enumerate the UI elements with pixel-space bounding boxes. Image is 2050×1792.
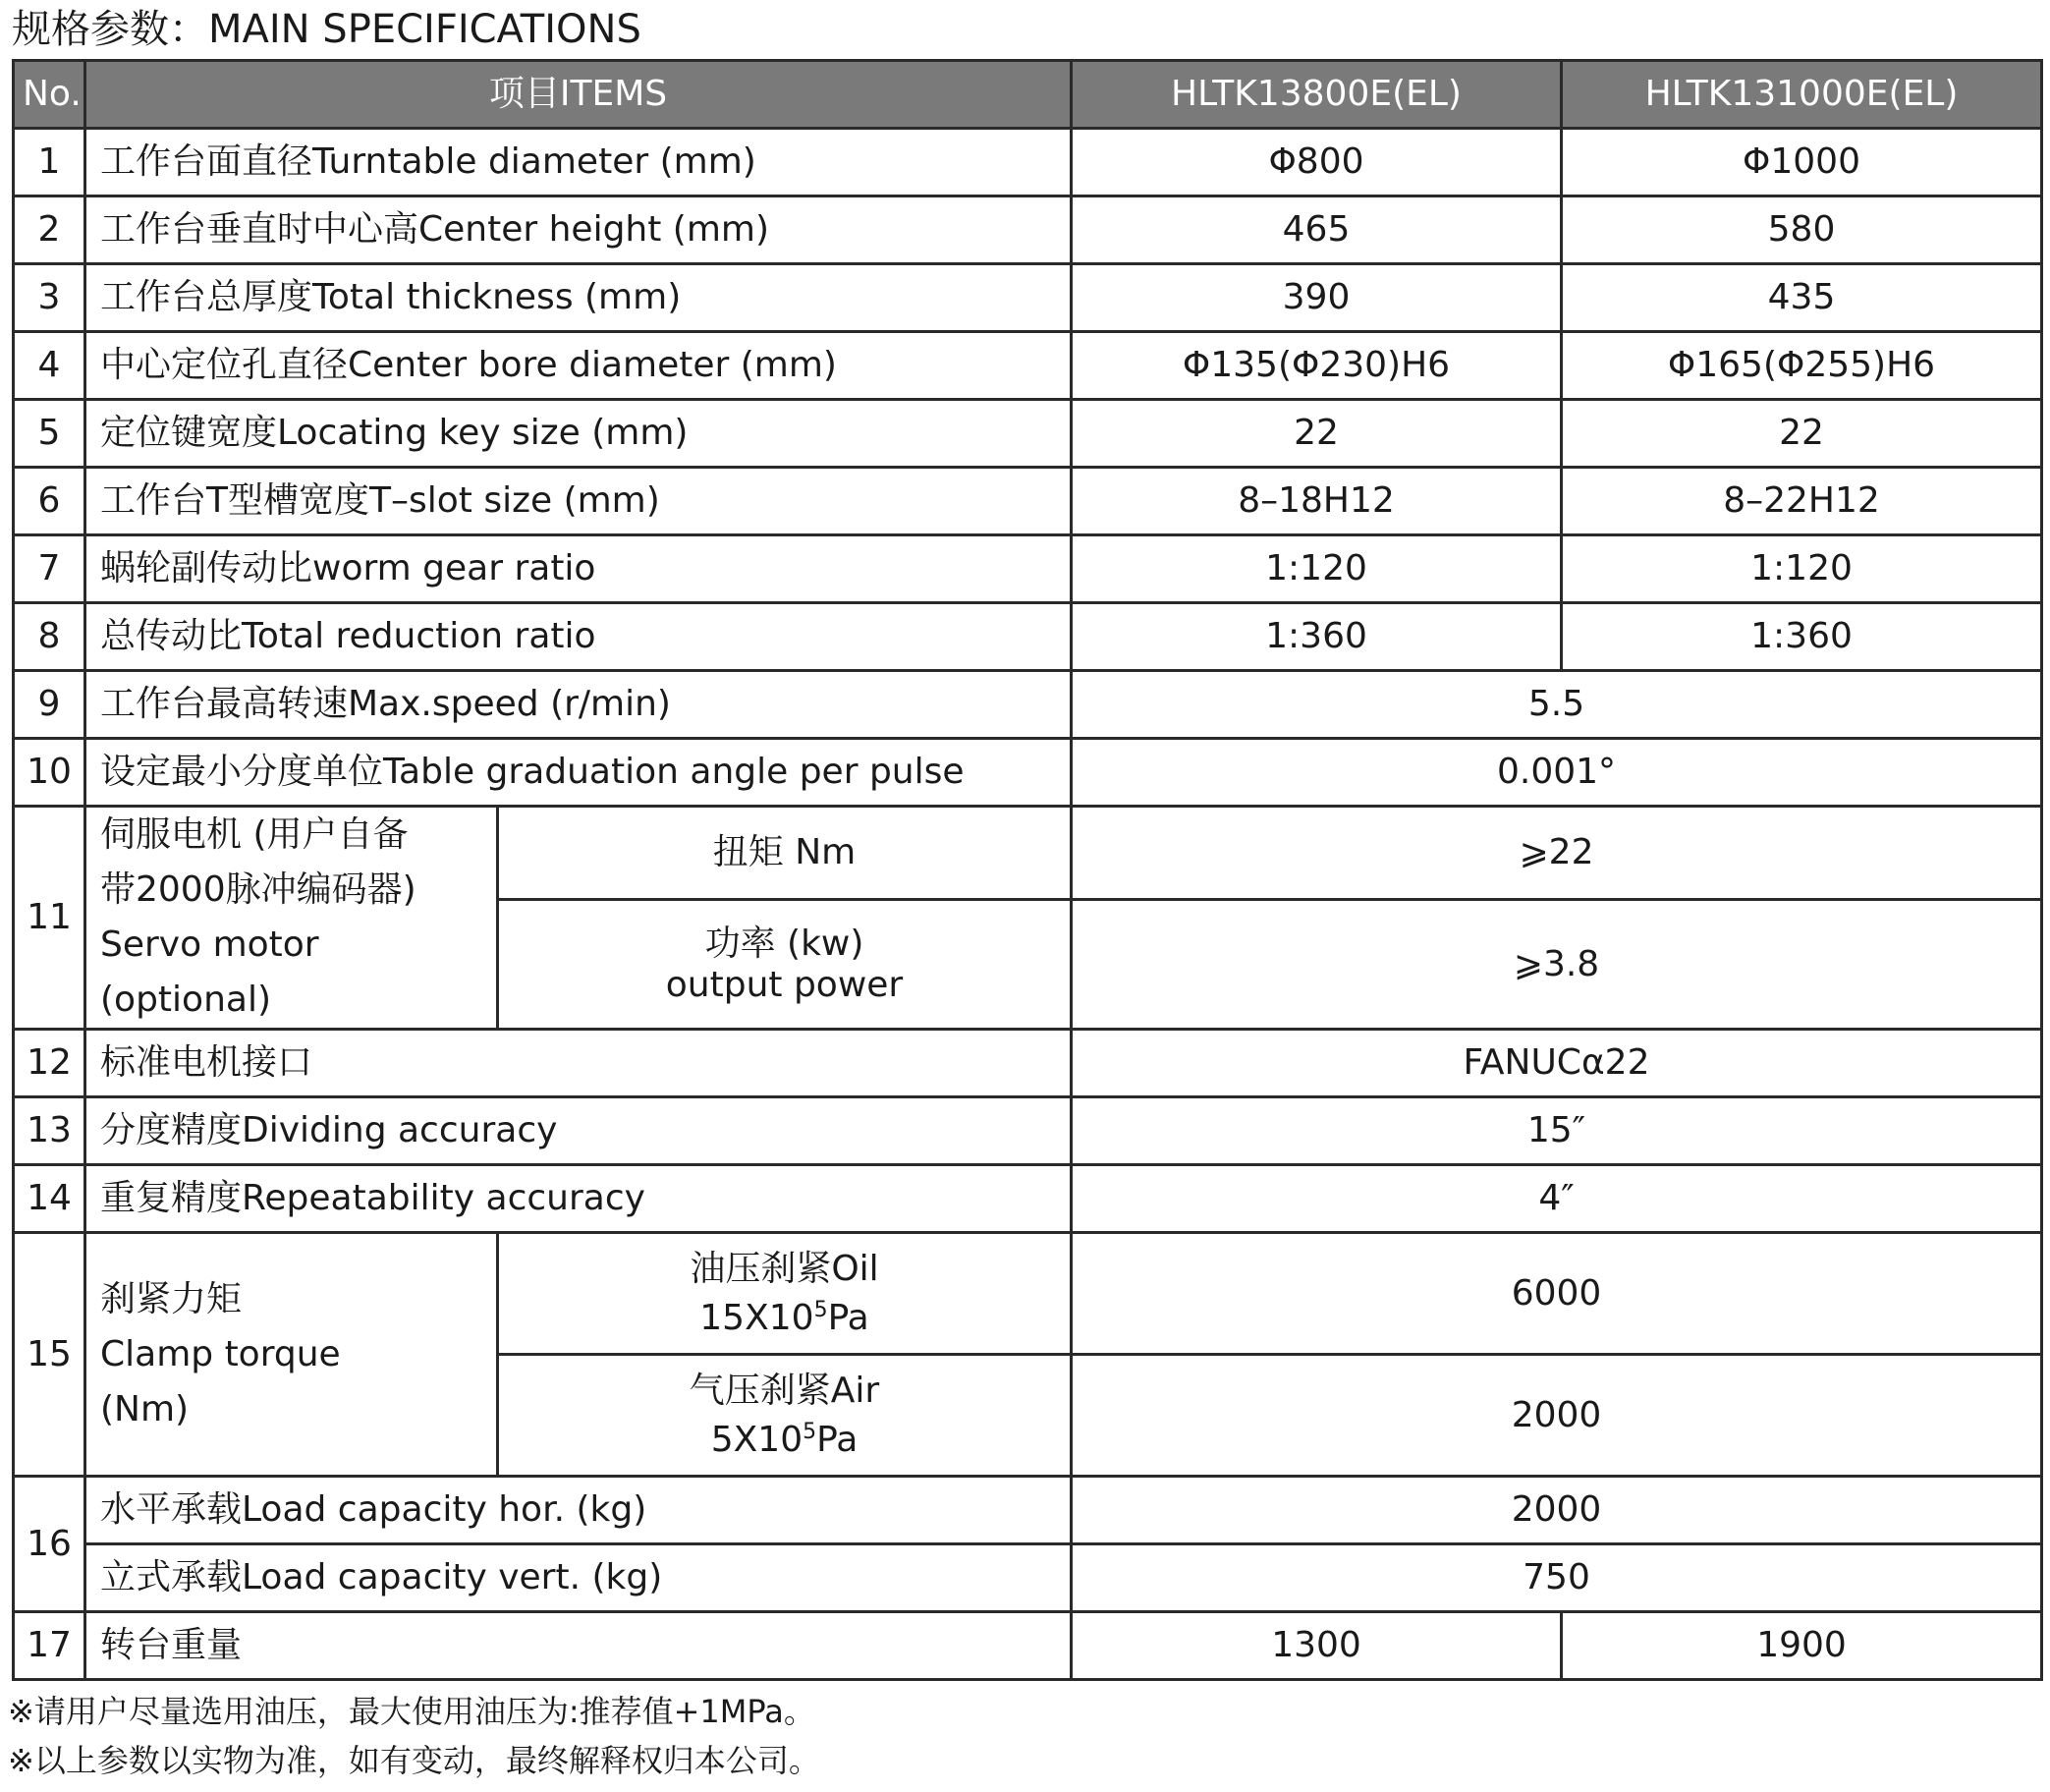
table-row (14, 1233, 2042, 1355)
item-line: Clamp torque (100, 1333, 341, 1374)
sub-item-pressure (509, 1412, 1060, 1461)
row-value-a: 390 (1072, 264, 1562, 332)
row-value-b: 1:120 (1562, 535, 2042, 603)
row-item: 蜗轮副传动比worm gear ratio (85, 535, 1072, 603)
header-items: 项目ITEMS (85, 61, 1072, 129)
footnote-oil-pressure: ※请用户尽量选用油压，最大使用油压为:推荐值+1MPa。 (8, 1693, 815, 1730)
pressure-unit: Pa (816, 1419, 859, 1460)
row-value-b: Φ165(Φ255)H6 (1562, 332, 2042, 400)
row-item: 定位键宽度Locating key size (mm) (85, 400, 1072, 468)
row-value-torque: ⩾22 (1072, 807, 2042, 900)
sub-item-line: output power (665, 964, 904, 1005)
table-row (14, 332, 2042, 400)
row-number: 16 (14, 1477, 85, 1612)
header-row (14, 61, 2042, 129)
item-line: 伺服电机 (用户自备 (100, 814, 409, 855)
row-value: 5.5 (1072, 671, 2042, 739)
row-number: 12 (14, 1030, 85, 1097)
table-row (14, 1165, 2042, 1233)
row-number: 1 (14, 129, 85, 196)
row-item: 分度精度Dividing accuracy (85, 1097, 1072, 1165)
header-no: No. (14, 61, 85, 129)
row-value-b: 1900 (1562, 1612, 2042, 1680)
row-value-a: 1:120 (1072, 535, 1562, 603)
pressure-exponent: 5 (803, 1419, 817, 1444)
table-row (14, 196, 2042, 264)
row-value-b: 1:360 (1562, 603, 2042, 671)
row-value: 0.001° (1072, 739, 2042, 807)
row-number: 6 (14, 468, 85, 535)
row-item: 重复精度Repeatability accuracy (85, 1165, 1072, 1233)
spec-table (12, 59, 2043, 1681)
row-number: 8 (14, 603, 85, 671)
row-value: 15″ (1072, 1097, 2042, 1165)
sub-item-line: 气压刹紧Air (689, 1370, 880, 1411)
row-value-b: 435 (1562, 264, 2042, 332)
pressure-unit: Pa (827, 1297, 869, 1338)
row-number: 14 (14, 1165, 85, 1233)
sub-item-torque: 扭矩 Nm (498, 807, 1072, 900)
table-row (14, 535, 2042, 603)
row-number: 9 (14, 671, 85, 739)
row-value-a: 465 (1072, 196, 1562, 264)
row-number: 5 (14, 400, 85, 468)
row-number: 3 (14, 264, 85, 332)
table-row (14, 671, 2042, 739)
row-item: 标准电机接口 (85, 1030, 1072, 1097)
table-row (14, 264, 2042, 332)
row-item: 工作台T型槽宽度T–slot size (mm) (85, 468, 1072, 535)
row-value: 4″ (1072, 1165, 2042, 1233)
row-number: 13 (14, 1097, 85, 1165)
row-item: 立式承载Load capacity vert. (kg) (85, 1544, 1072, 1612)
row-number: 10 (14, 739, 85, 807)
sub-item-air-clamp (498, 1355, 1072, 1477)
table-row (14, 1477, 2042, 1544)
row-value-a: 8–18H12 (1072, 468, 1562, 535)
row-value-a: 1:360 (1072, 603, 1562, 671)
item-line: Servo motor (optional) (100, 924, 319, 1020)
row-item: 工作台面直径Turntable diameter (mm) (85, 129, 1072, 196)
header-model-b: HLTK131000E(EL) (1562, 61, 2042, 129)
table-row (14, 1030, 2042, 1097)
row-number: 2 (14, 196, 85, 264)
row-value-a: Φ135(Φ230)H6 (1072, 332, 1562, 400)
row-value: 750 (1072, 1544, 2042, 1612)
sub-item-power (498, 900, 1072, 1030)
table-row (14, 1544, 2042, 1612)
table-row (14, 603, 2042, 671)
table-row (14, 400, 2042, 468)
row-number: 11 (14, 807, 85, 1030)
row-item-servo-motor (85, 807, 498, 1030)
table-row (14, 129, 2042, 196)
row-value-b: Φ1000 (1562, 129, 2042, 196)
sub-item-line: 油压刹紧Oil (690, 1248, 879, 1289)
row-value: 2000 (1072, 1477, 2042, 1544)
sub-item-line: 功率 (kw) (704, 923, 864, 964)
row-item: 工作台垂直时中心高Center height (mm) (85, 196, 1072, 264)
sub-item-oil-clamp (498, 1233, 1072, 1355)
item-line: (Nm) (100, 1388, 190, 1429)
row-value-air-clamp: 2000 (1072, 1355, 2042, 1477)
table-row (14, 739, 2042, 807)
row-value: FANUCα22 (1072, 1030, 2042, 1097)
item-line: 刹紧力矩 (100, 1278, 243, 1319)
row-number: 4 (14, 332, 85, 400)
row-item: 总传动比Total reduction ratio (85, 603, 1072, 671)
row-value-oil-clamp: 6000 (1072, 1233, 2042, 1355)
pressure-base: 15X10 (699, 1297, 814, 1338)
row-number: 15 (14, 1233, 85, 1477)
row-value-b: 8–22H12 (1562, 468, 2042, 535)
row-value-b: 580 (1562, 196, 2042, 264)
table-row (14, 1612, 2042, 1680)
header-model-a: HLTK13800E(EL) (1072, 61, 1562, 129)
row-item: 水平承载Load capacity hor. (kg) (85, 1477, 1072, 1544)
row-number: 17 (14, 1612, 85, 1680)
row-value-a: 1300 (1072, 1612, 1562, 1680)
pressure-exponent: 5 (813, 1297, 828, 1322)
row-item: 工作台总厚度Total thickness (mm) (85, 264, 1072, 332)
table-row (14, 807, 2042, 900)
footnote-disclaimer: ※以上参数以实物为准，如有变动，最终解释权归本公司。 (8, 1742, 820, 1779)
row-value-a: 22 (1072, 400, 1562, 468)
item-line: 带2000脉冲编码器) (100, 869, 416, 910)
row-item: 中心定位孔直径Center bore diameter (mm) (85, 332, 1072, 400)
row-item: 设定最小分度单位Table graduation angle per pulse (85, 739, 1072, 807)
table-row (14, 468, 2042, 535)
row-value-b: 22 (1562, 400, 2042, 468)
page-title: 规格参数：MAIN SPECIFICATIONS (12, 7, 641, 52)
pressure-base: 5X10 (710, 1419, 803, 1460)
row-number: 7 (14, 535, 85, 603)
row-item: 工作台最高转速Max.speed (r/min) (85, 671, 1072, 739)
row-value-power: ⩾3.8 (1072, 900, 2042, 1030)
table-row (14, 1097, 2042, 1165)
row-item: 转台重量 (85, 1612, 1072, 1680)
row-item-clamp-torque (85, 1233, 498, 1477)
sub-item-pressure (509, 1290, 1060, 1339)
row-value-a: Φ800 (1072, 129, 1562, 196)
